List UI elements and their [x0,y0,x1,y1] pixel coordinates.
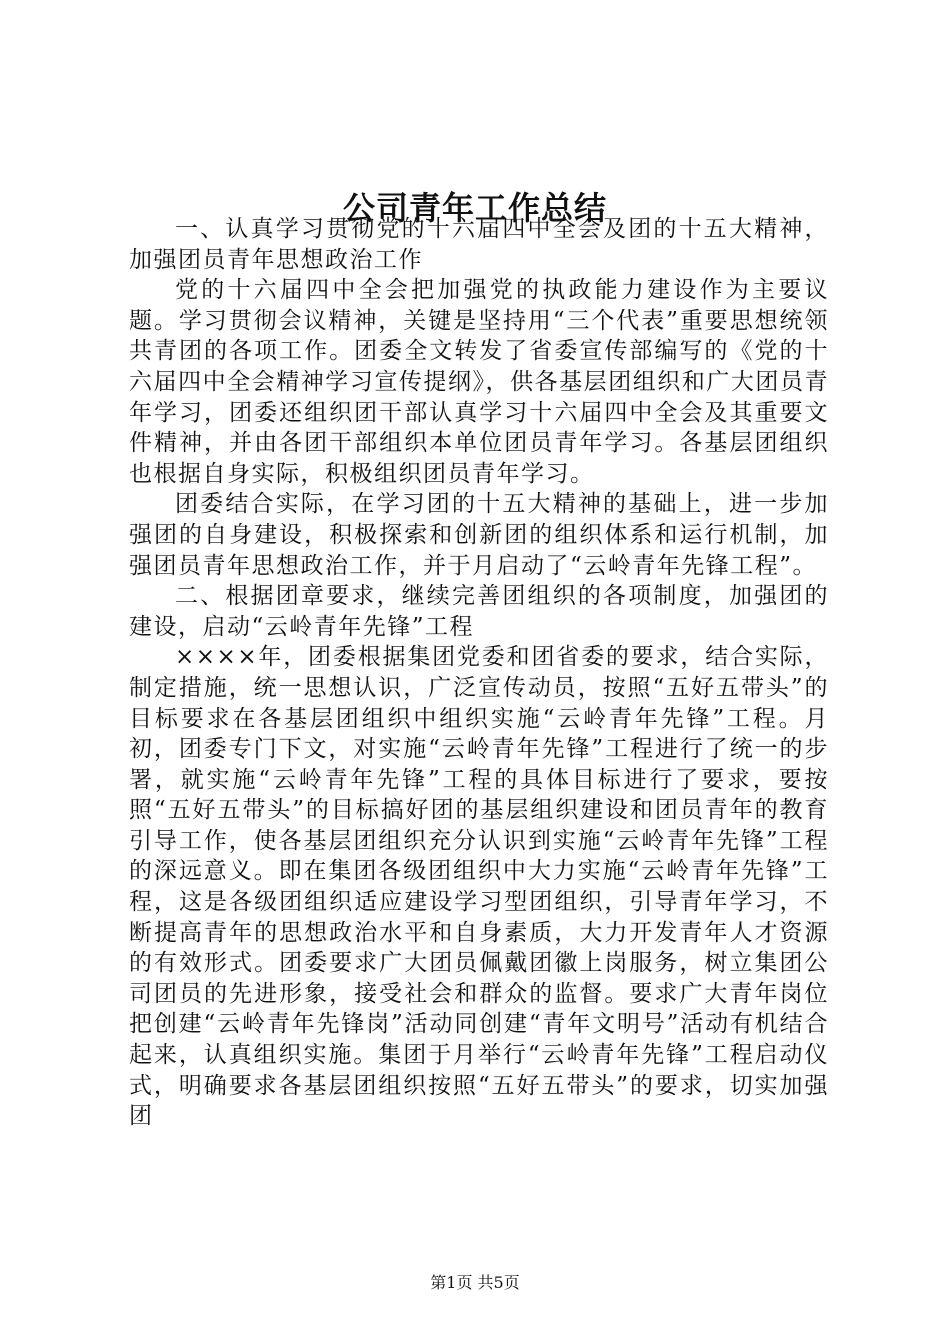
paragraph-2: 团委结合实际，在学习团的十五大精神的基础上，进一步加强团的自身建设，积极探索和创新团的组织体系和运行机制，加强团员青年思想政治工作，并于月启动了“云岭青年先锋工程”。 [129,491,829,579]
section-heading-2: 二、根据团章要求，继续完善团组织的各项制度，加强团的建设，启动“云岭青年先锋”工程 [129,583,829,640]
document-body [129,214,829,1132]
section-heading-1: 一、认真学习贯彻党的十六届四中全会及团的十五大精神，加强团员青年思想政治工作 [129,216,829,273]
paragraph-1: 党的十六届四中全会把加强党的执政能力建设作为主要议题。学习贯彻会议精神，关键是坚持用“三个代表”重要思想统领共青团的各项工作。团委全文转发了省委宣传部编写的《党的十六届四中全会精神学习宣传提纲》，供各基层团组织和广大团员青年学习，团委还组织团干部认真学习十六届四中全会及其重要文件精神，并由各团干部组织本单位团员青年学习。各基层团组织也根据自身实际，积极组织团员青年学习。 [129,277,829,487]
paragraph-3: ××××年，团委根据集团党委和团省委的要求，结合实际，制定措施，统一思想认识，广泛宣传动员，按照“五好五带头”的目标要求在各基层团组织中组织实施“云岭青年先锋”工程。月初，团委专门下文，对实施“云岭青年先锋”工程进行了统一的步署，就实施“云岭青年先锋”工程的具体目标进行了要求，要按照“五好五带头”的目标搞好团的基层组织建设和团员青年的教育引导工作，使各基层团组织充分认识到实施“云岭青年先锋”工程的深远意义。即在集团各级团组织中大力实施“云岭青年先锋”工程，这是各级团组织适应建设学习型团组织，引导青年学习，不断提高青年的思想政治水平和自身素质，大力开发青年人才资源的有效形式。团委要求广大团员佩戴团徽上岗服务，树立集团公司团员的先进形象，接受社会和群众的监督。要求广大青年岗位把创建“云岭青年先锋岗”活动同创建“青年文明号”活动有机结合起来，认真组织实施。集团于月举行“云岭青年先锋”工程启动仪式，明确要求各基层团组织按照“五好五带头”的要求，切实加强团 [129,644,829,1130]
document-title: 公司青年工作总结 [342,189,607,227]
page-footer: 第1页 共5页 [430,1273,520,1292]
